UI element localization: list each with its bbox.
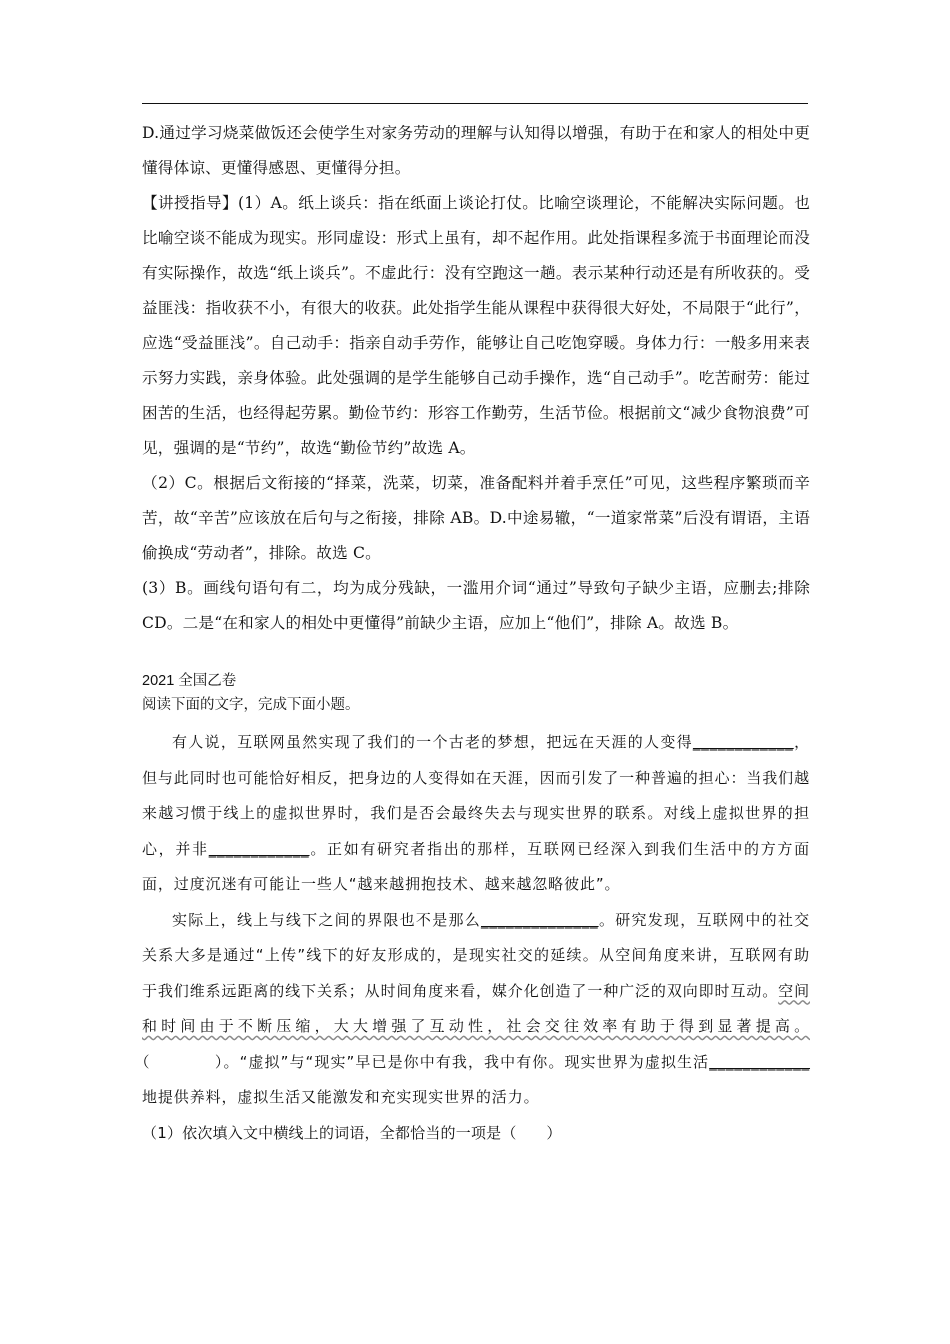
fill-blank: ______________	[480, 910, 599, 929]
section-gap	[142, 641, 810, 669]
passage-paragraph-2	[142, 903, 810, 1116]
passage-text: 地提供养料，虚拟生活又能激发和充实现实世界的活力。	[142, 1088, 540, 1106]
passage-text: 。“虚拟”与“现实”早已是你中有我，我中有你。现实世界为虚拟生活	[223, 1052, 710, 1071]
exam-source: 2021 全国乙卷	[142, 673, 237, 689]
reading-passage	[142, 725, 810, 1116]
instruction-line: 阅读下面的文字，完成下面小题。	[142, 697, 360, 713]
fill-blank: ____________	[208, 839, 310, 858]
passage-text: 有人说，互联网虽然实现了我们的一个古老的梦想，把远在天涯的人变得	[172, 733, 693, 751]
explanation-part-2: （2）C。根据后文衔接的“择菜，洗菜，切菜，准备配料并着手烹任”可见，这些程序繁琐而辛苦，故“辛苦”应该放在后句与之衔接，排除 AB。D.中途易辙，“一道家常菜”后没有谓语，主语偷换成“劳动者”，排除。故选 C。	[142, 474, 810, 562]
answer-paren: （ ）	[142, 1052, 224, 1071]
explanation-part-1: 【讲授指导】(1）A。纸上谈兵：指在纸面上谈论打仗。比喻空谈理论，不能解决实际问题。也比喻空谈不能成为现实。形同虚设：形式上虽有，却不起作用。此处指课程多流于书面理论而没有实际操作，故选“纸上谈兵”。不虚此行：没有空跑这一趟。表示某种行动还是有所收获的。受益匪浅：指收获不小，有很大的收获。此处指学生能从课程中获得很大好处，不局限于“此行”，应选“受益匪浅”。自己动手：指亲自动手劳作，能够让自己吃饱穿暖。身体力行：一般多用来表示努力实践，亲身体验。此处强调的是学生能够自己动手操作，选“自己动手”。吃苦耐劳：能过困苦的生活，也经得起劳累。勤俭节约：形容工作勤劳，生活节俭。根据前文“减少食物浪费”可见，强调的是“节约”，故选“勤俭节约”故选 A。	[142, 194, 810, 457]
fill-blank: ____________	[709, 1052, 811, 1071]
passage-text: 。正如有研究者指出的那样，互联网已经深入到我们生活中的方方面面，过度沉迷有可能让一些人“越来越拥抱技术、越来越忽略彼此”。	[142, 839, 810, 893]
passage-paragraph-1	[142, 725, 810, 903]
document-page	[142, 116, 810, 1151]
passage-text: 实际上，线上与线下之间的界限也不是那么	[172, 910, 481, 929]
header-rule	[142, 103, 808, 104]
underlined-sentence: 空间和时间由于不断压缩，大大增强了互动性，社会交往效率有助于得到显著提高。	[142, 981, 810, 1035]
passage-text: ，但与此同时也可能恰好相反，把身边的人变得如在天涯，因而引发了一种普遍的担心：当我们越来越习惯于线上的虚拟世界时，我们是否会最终失去与现实世界的联系。对线上虚拟世界的担心，并非	[142, 733, 810, 858]
explanation-part-3: (3）B。画线句语句有二，均为成分残缺，一滥用介词“通过”导致句子缺少主语，应删去;排除 CD。二是“在和家人的相处中更懂得”前缺少主语，应加上“他们”，排除 A。故选 B。	[142, 579, 810, 632]
question-1: （1）依次填入文中横线上的词语，全都恰当的一项是（ ）	[142, 1123, 562, 1142]
passage-text: 。研究发现，互联网中的社交关系大多是通过“上传”线下的好友形成的，是现实社交的延续。从空间角度来讲，互联网有助于我们维系远距离的线下关系；从时间角度来看，媒介化创造了一种广泛的双向即时互动。	[142, 910, 810, 1000]
fill-blank: ____________	[692, 733, 794, 751]
answer-option-d: D.通过学习烧菜做饭还会使学生对家务劳动的理解与认知得以增强，有助于在和家人的相处中更懂得体谅、更懂得感恩、更懂得分担。	[142, 124, 810, 177]
